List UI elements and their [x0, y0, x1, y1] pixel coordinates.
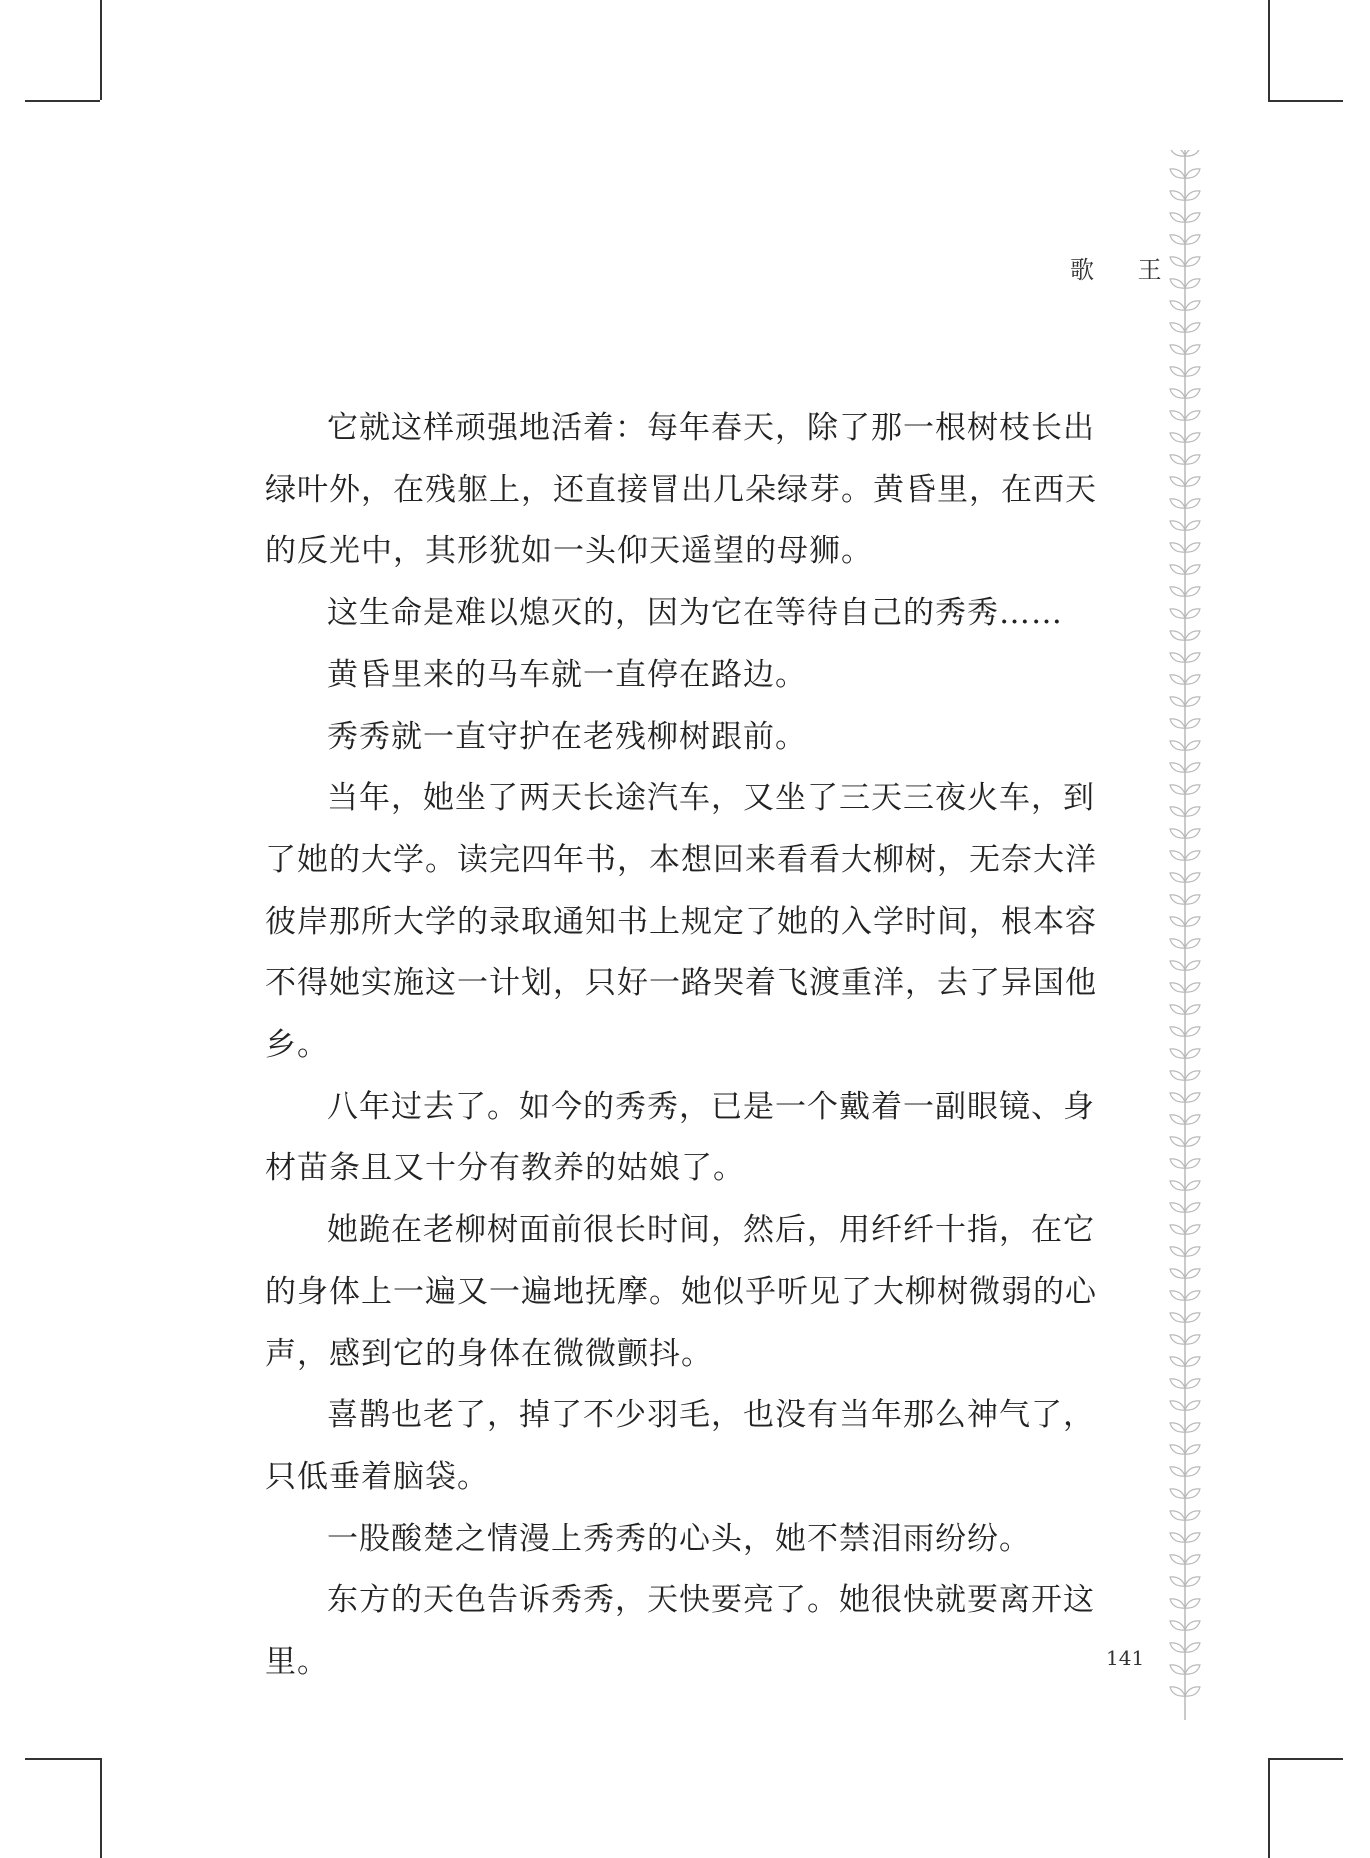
crop-mark-top-right-v [1268, 0, 1270, 100]
crop-mark-bottom-left-h [25, 1758, 100, 1760]
paragraph: 她跪在老柳树面前很长时间，然后，用纤纤十指，在它的身体上一遍又一遍地抚摩。她似乎听见了大柳树微弱的心声，感到它的身体在微微颤抖。 [265, 1212, 1097, 1372]
paragraph: 喜鹊也老了，掉了不少羽毛，也没有当年那么神气了，只低垂着脑袋。 [265, 1397, 1095, 1495]
crop-mark-top-right-h [1268, 100, 1343, 102]
body-text [265, 398, 1125, 1694]
paragraph: 当年，她坐了两天长途汽车，又坐了三天三夜火车，到了她的大学。读完四年书，本想回来看看大柳树，无奈大洋彼岸那所大学的录取通知书上规定了她的入学时间，根本容不得她实施这一计划，只好一路哭着飞渡重洋，去了异国他乡。 [265, 780, 1097, 1064]
crop-mark-bottom-right-v [1268, 1758, 1270, 1858]
page-number: 141 [1106, 1646, 1145, 1670]
vine-ornament-icon [1163, 150, 1207, 1720]
paragraph: 它就这样顽强地活着：每年春天，除了那一根树枝长出绿叶外，在残躯上，还直接冒出几朵绿芽。黄昏里，在西天的反光中，其形犹如一头仰天遥望的母狮。 [265, 410, 1097, 570]
paragraph: 秀秀就一直守护在老残柳树跟前。 [327, 718, 807, 755]
crop-mark-top-left-h [25, 100, 100, 102]
running-head: 歌 王 [1070, 256, 1180, 284]
crop-mark-bottom-right-h [1268, 1758, 1343, 1760]
paragraph: 一股酸楚之情漫上秀秀的心头，她不禁泪雨纷纷。 [327, 1520, 1031, 1557]
crop-mark-top-left-v [100, 0, 102, 100]
paragraph: 东方的天色告诉秀秀，天快要亮了。她很快就要离开这里。 [265, 1582, 1095, 1681]
crop-mark-bottom-left-v [100, 1758, 102, 1858]
paragraph: 黄昏里来的马车就一直停在路边。 [327, 656, 807, 693]
paragraph: 这生命是难以熄灭的，因为它在等待自己的秀秀…… [327, 595, 1063, 632]
paragraph: 八年过去了。如今的秀秀，已是一个戴着一副眼镜、身材苗条且又十分有教养的姑娘了。 [265, 1088, 1095, 1187]
